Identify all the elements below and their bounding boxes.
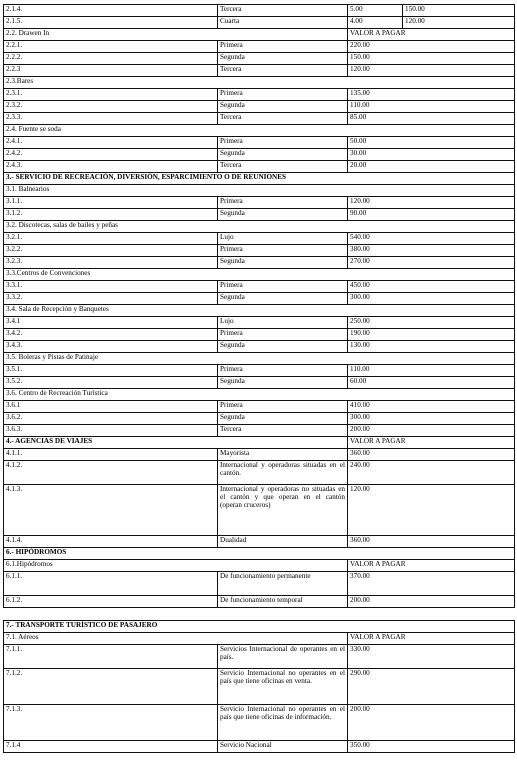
- section-heading: 7.1. Aéreos: [4, 633, 348, 645]
- row-value: 220.00: [348, 41, 515, 53]
- row-value: 200.00: [348, 596, 515, 608]
- row-category: Cuarta: [218, 17, 348, 29]
- section-heading: 4.- AGENCIAS DE VIAJES: [4, 437, 348, 449]
- table-row: [4, 365, 515, 377]
- row-code: 2.3.2.: [4, 101, 218, 113]
- table-row: [4, 281, 515, 293]
- table-row: [4, 101, 515, 113]
- row-value: 540.00: [348, 233, 515, 245]
- row-value: 85.00: [348, 113, 515, 125]
- row-value: 90.00: [348, 209, 515, 221]
- section-heading: 2.4. Fuente se soda: [4, 125, 515, 137]
- chapter-heading: 6.- HIPÓDROMOS: [4, 548, 515, 560]
- row-extra-value: 120.00: [403, 17, 515, 29]
- table-row: [4, 233, 515, 245]
- row-code: 6.1.1.: [4, 572, 218, 596]
- document-page: [3, 4, 514, 753]
- row-category: Segunda: [218, 149, 348, 161]
- table-row: [4, 341, 515, 353]
- row-category: Tercera: [218, 425, 348, 437]
- row-category: Primera: [218, 365, 348, 377]
- row-value: 290.00: [348, 669, 515, 705]
- row-category: Segunda: [218, 257, 348, 269]
- row-code: 7.1.4: [4, 741, 218, 753]
- table-row: [4, 41, 515, 53]
- spacer: [4, 608, 515, 621]
- section-heading-row: [4, 353, 515, 365]
- table-row: [4, 89, 515, 101]
- row-value: 270.00: [348, 257, 515, 269]
- table-row: [4, 425, 515, 437]
- table-row: [4, 161, 515, 173]
- table-row: [4, 669, 515, 705]
- row-code: 2.1.5.: [4, 17, 218, 29]
- row-code: 3.6.1: [4, 401, 218, 413]
- row-category: Segunda: [218, 377, 348, 389]
- table-row: [4, 317, 515, 329]
- row-code: 2.3.3.: [4, 113, 218, 125]
- section-heading-row: [4, 560, 515, 572]
- table-row: [4, 572, 515, 596]
- row-value: 4.00: [348, 17, 403, 29]
- row-value: 240.00: [348, 461, 515, 485]
- row-value: 410.00: [348, 401, 515, 413]
- table-row: [4, 149, 515, 161]
- row-value: 370.00: [348, 572, 515, 596]
- row-code: 2.2.1.: [4, 41, 218, 53]
- table-row: [4, 257, 515, 269]
- row-code: 2.4.1.: [4, 137, 218, 149]
- row-extra-value: 150.00: [403, 5, 515, 17]
- row-value: 190.00: [348, 329, 515, 341]
- section-heading: 6.1.Hipódromos: [4, 560, 348, 572]
- row-category: Dualidad: [218, 536, 348, 548]
- row-code: 3.3.1.: [4, 281, 218, 293]
- row-value: 350.00: [348, 741, 515, 753]
- row-code: 3.6.3.: [4, 425, 218, 437]
- table-row: [4, 5, 515, 17]
- section-heading: 3.4. Sala de Recepción y Banquetes: [4, 305, 515, 317]
- row-code: 3.6.2.: [4, 413, 218, 425]
- spacer-row: [4, 608, 515, 621]
- section-heading-row: [4, 29, 515, 41]
- row-value: 150.00: [348, 53, 515, 65]
- value-column-header: VALOR A PAGAR: [348, 633, 515, 645]
- table-row: [4, 449, 515, 461]
- row-category: Tercera: [218, 5, 348, 17]
- row-value: 60.00: [348, 377, 515, 389]
- row-value: 120.00: [348, 65, 515, 77]
- section-heading-row: [4, 77, 515, 89]
- row-code: 2.2.2.: [4, 53, 218, 65]
- row-code: 3.4.2.: [4, 329, 218, 341]
- row-code: 2.4.3.: [4, 161, 218, 173]
- tariff-table: [3, 4, 515, 753]
- table-row: [4, 741, 515, 753]
- row-category: Primera: [218, 329, 348, 341]
- chapter-heading: 3.- SERVICIO DE RECREACIÓN, DIVERSIÓN, ESPARCIMIENTO O DE REUNIONES: [4, 173, 515, 185]
- row-code: 3.3.2.: [4, 293, 218, 305]
- table-row: [4, 17, 515, 29]
- table-row: [4, 65, 515, 77]
- row-code: 3.2.2.: [4, 245, 218, 257]
- row-code: 3.1.2.: [4, 209, 218, 221]
- row-value: 135.00: [348, 89, 515, 101]
- row-code: 4.1.2.: [4, 461, 218, 485]
- row-category: Tercera: [218, 161, 348, 173]
- row-category: Servicio Internacional no operantes en el país que tiene oficinas de información.: [218, 705, 348, 741]
- row-code: 4.1.1.: [4, 449, 218, 461]
- row-category: Tercera: [218, 113, 348, 125]
- section-heading-row: [4, 305, 515, 317]
- section-heading: 3.3.Centros de Convenciones: [4, 269, 515, 281]
- chapter-heading-row: [4, 548, 515, 560]
- row-category: Primera: [218, 245, 348, 257]
- row-value: 120.00: [348, 197, 515, 209]
- row-value: 200.00: [348, 425, 515, 437]
- row-category: De funcionamiento temporal: [218, 596, 348, 608]
- table-row: [4, 377, 515, 389]
- row-code: 3.4.3.: [4, 341, 218, 353]
- table-row: [4, 401, 515, 413]
- chapter-heading: 7.- TRANSPORTE TURÍSTICO DE PASAJERO: [4, 621, 515, 633]
- row-value: 360.00: [348, 536, 515, 548]
- section-heading: 2.2. Drawen In: [4, 29, 348, 41]
- row-value: 200.00: [348, 705, 515, 741]
- value-column-header: VALOR A PAGAR: [348, 29, 515, 41]
- section-heading-row: [4, 125, 515, 137]
- row-category: Segunda: [218, 341, 348, 353]
- row-code: 7.1.3.: [4, 705, 218, 741]
- row-category: Servicios Internacional de operantes en el país.: [218, 645, 348, 669]
- row-code: 3.4.1: [4, 317, 218, 329]
- table-row: [4, 461, 515, 485]
- row-category: Segunda: [218, 413, 348, 425]
- row-category: Mayorista: [218, 449, 348, 461]
- row-value: 300.00: [348, 293, 515, 305]
- table-row: [4, 329, 515, 341]
- row-value: 110.00: [348, 365, 515, 377]
- row-code: 3.5.1.: [4, 365, 218, 377]
- table-row: [4, 245, 515, 257]
- row-code: 7.1.2.: [4, 669, 218, 705]
- row-code: 4.1.4.: [4, 536, 218, 548]
- row-code: 3.5.2.: [4, 377, 218, 389]
- section-heading-row: [4, 633, 515, 645]
- chapter-heading-row: [4, 173, 515, 185]
- chapter-heading-row: [4, 621, 515, 633]
- table-row: [4, 485, 515, 536]
- value-column-header: VALOR A PAGAR: [348, 560, 515, 572]
- section-heading: 2.3.Bares: [4, 77, 515, 89]
- row-value: 300.00: [348, 413, 515, 425]
- row-category: Primera: [218, 89, 348, 101]
- row-value: 330.00: [348, 645, 515, 669]
- row-value: 50.00: [348, 137, 515, 149]
- table-row: [4, 705, 515, 741]
- row-value: 110.00: [348, 101, 515, 113]
- row-category: Servicio Nacional: [218, 741, 348, 753]
- section-heading: 3.1. Balnearios: [4, 185, 515, 197]
- value-column-header: VALOR A PAGAR: [348, 437, 515, 449]
- row-category: Primera: [218, 197, 348, 209]
- row-code: 6.1.2.: [4, 596, 218, 608]
- tariff-table-body: [4, 5, 515, 753]
- row-category: Primera: [218, 401, 348, 413]
- row-code: 7.1.1.: [4, 645, 218, 669]
- row-value: 5.00: [348, 5, 403, 17]
- row-value: 20.00: [348, 161, 515, 173]
- row-category: Lujo: [218, 233, 348, 245]
- row-value: 30.00: [348, 149, 515, 161]
- table-row: [4, 137, 515, 149]
- row-code: 4.1.3.: [4, 485, 218, 536]
- row-category: Tercera: [218, 65, 348, 77]
- row-category: Primera: [218, 137, 348, 149]
- row-category: Primera: [218, 41, 348, 53]
- table-row: [4, 596, 515, 608]
- table-row: [4, 536, 515, 548]
- row-code: 2.4.2.: [4, 149, 218, 161]
- section-heading-row: [4, 221, 515, 233]
- table-row: [4, 413, 515, 425]
- row-value: 450.00: [348, 281, 515, 293]
- row-category: De funcionamiento permanente: [218, 572, 348, 596]
- row-category: Segunda: [218, 101, 348, 113]
- table-row: [4, 113, 515, 125]
- row-category: Lujo: [218, 317, 348, 329]
- row-category: Segunda: [218, 209, 348, 221]
- section-heading-row: [4, 389, 515, 401]
- row-value: 250.00: [348, 317, 515, 329]
- row-code: 2.2.3: [4, 65, 218, 77]
- section-heading-row: [4, 269, 515, 281]
- row-code: 2.1.4.: [4, 5, 218, 17]
- row-code: 2.3.1.: [4, 89, 218, 101]
- row-category: Internacional y operadoras situadas en el cantón.: [218, 461, 348, 485]
- table-row: [4, 645, 515, 669]
- section-heading: 3.6. Centro de Recreación Turística: [4, 389, 515, 401]
- section-heading: 3.5. Boleras y Pistas de Patinaje: [4, 353, 515, 365]
- row-category: Primera: [218, 281, 348, 293]
- row-category: Internacional y operadoras no situadas en el cantón y que operan en el cantón (operan cruceros): [218, 485, 348, 536]
- table-row: [4, 53, 515, 65]
- table-row: [4, 197, 515, 209]
- row-category: Segunda: [218, 293, 348, 305]
- row-category: Segunda: [218, 53, 348, 65]
- table-row: [4, 209, 515, 221]
- section-heading: 3.2. Discotecas, salas de bailes y peñas: [4, 221, 515, 233]
- row-code: 3.2.3.: [4, 257, 218, 269]
- section-heading-row: [4, 437, 515, 449]
- row-value: 360.00: [348, 449, 515, 461]
- row-category: Servicio Internacional no operantes en el país que tiene oficinas en venta.: [218, 669, 348, 705]
- row-code: 3.2.1.: [4, 233, 218, 245]
- section-heading-row: [4, 185, 515, 197]
- row-code: 3.1.1.: [4, 197, 218, 209]
- row-value: 380.00: [348, 245, 515, 257]
- row-value: 130.00: [348, 341, 515, 353]
- table-row: [4, 293, 515, 305]
- row-value: 120.00: [348, 485, 515, 536]
